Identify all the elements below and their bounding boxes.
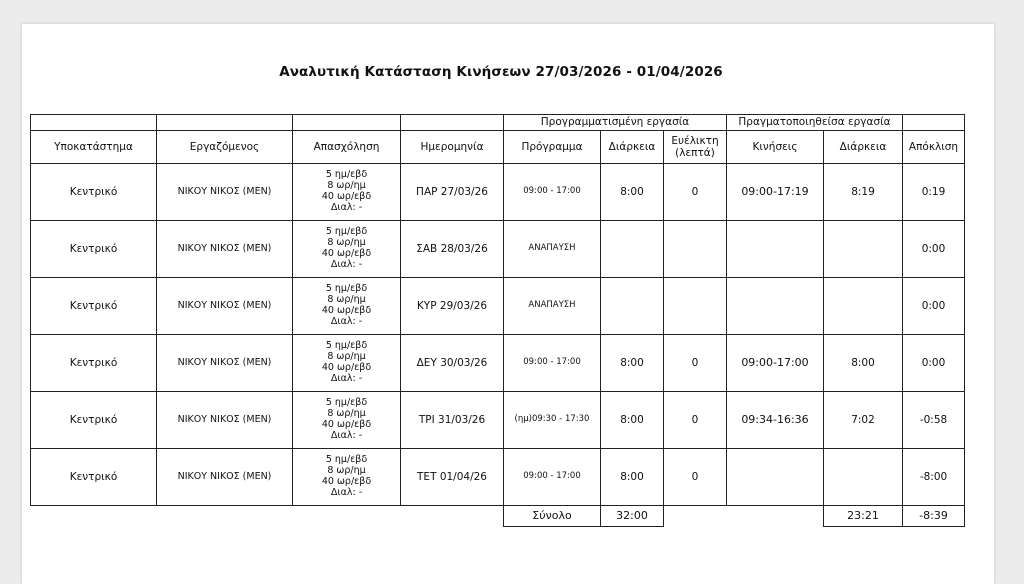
employment-line: 40 ωρ/εβδ xyxy=(321,476,372,487)
employment-line: 5 ημ/εβδ xyxy=(325,169,368,181)
blank-cell xyxy=(401,506,504,527)
flex-cell: 0 xyxy=(664,392,727,449)
deviation-cell: 0:19 xyxy=(903,164,965,221)
employment-line: 5 ημ/εβδ xyxy=(325,283,368,295)
scheduled-duration-cell xyxy=(601,221,664,278)
deviation-cell: -0:58 xyxy=(903,392,965,449)
employment-line: 40 ωρ/εβδ xyxy=(321,191,372,202)
program-cell: ΑΝΑΠΑΥΣΗ xyxy=(504,221,601,278)
date-cell: ΤΕΤ 01/04/26 xyxy=(401,449,504,506)
blank-cell xyxy=(31,506,157,527)
blank-cell xyxy=(31,115,157,131)
branch-cell: Κεντρικό xyxy=(31,221,157,278)
employment-line: Διαλ: - xyxy=(330,372,363,384)
report-title: Αναλυτική Κατάσταση Κινήσεων 27/03/2026 - 01/04/2026 xyxy=(279,64,723,80)
actual-duration-cell xyxy=(824,221,903,278)
table-row xyxy=(31,164,965,221)
program-cell: (ημ)09:30 - 17:30 xyxy=(504,392,601,449)
program-cell: ΑΝΑΠΑΥΣΗ xyxy=(504,278,601,335)
actual-duration-cell: 8:00 xyxy=(824,335,903,392)
employee-cell: ΝΙΚΟΥ ΝΙΚΟΣ (ΜΕΝ) xyxy=(157,278,293,335)
employment-cell xyxy=(293,164,401,221)
deviation-cell: -8:00 xyxy=(903,449,965,506)
header-branch: Υποκατάστημα xyxy=(31,131,157,164)
header-deviation: Απόκλιση xyxy=(903,131,965,164)
table-row xyxy=(31,335,965,392)
movements-cell xyxy=(727,221,824,278)
employment-line: Διαλ: - xyxy=(330,201,363,213)
actual-duration-cell xyxy=(824,449,903,506)
employment-cell xyxy=(293,392,401,449)
actual-work-group: Πραγματοποιηθείσα εργασία xyxy=(727,115,903,131)
report-page xyxy=(22,24,994,584)
movements-cell: 09:00-17:00 xyxy=(727,335,824,392)
employment-line: 40 ωρ/εβδ xyxy=(321,419,372,430)
blank-cell xyxy=(903,115,965,131)
employment-line: 40 ωρ/εβδ xyxy=(321,305,372,316)
movements-cell: 09:00-17:19 xyxy=(727,164,824,221)
employee-cell: ΝΙΚΟΥ ΝΙΚΟΣ (ΜΕΝ) xyxy=(157,392,293,449)
scheduled-duration-cell: 8:00 xyxy=(601,449,664,506)
date-cell: ΠΑΡ 27/03/26 xyxy=(401,164,504,221)
table-row xyxy=(31,392,965,449)
branch-cell: Κεντρικό xyxy=(31,164,157,221)
scheduled-duration-cell: 8:00 xyxy=(601,164,664,221)
program-cell: 09:00 - 17:00 xyxy=(504,164,601,221)
employment-line: 8 ωρ/ημ xyxy=(327,180,366,192)
scheduled-duration-cell: 8:00 xyxy=(601,392,664,449)
employment-cell xyxy=(293,278,401,335)
blank-cell xyxy=(401,115,504,131)
flex-cell: 0 xyxy=(664,164,727,221)
date-cell: ΣΑΒ 28/03/26 xyxy=(401,221,504,278)
deviation-cell: 0:00 xyxy=(903,278,965,335)
employment-line: 8 ωρ/ημ xyxy=(327,465,366,477)
flex-cell xyxy=(664,221,727,278)
employee-cell: ΝΙΚΟΥ ΝΙΚΟΣ (ΜΕΝ) xyxy=(157,164,293,221)
table-row xyxy=(31,278,965,335)
totals-actual: 23:21 xyxy=(824,506,903,527)
header-actual-duration: Διάρκεια xyxy=(824,131,903,164)
branch-cell: Κεντρικό xyxy=(31,392,157,449)
scheduled-duration-cell: 8:00 xyxy=(601,335,664,392)
actual-duration-cell: 7:02 xyxy=(824,392,903,449)
employee-cell: ΝΙΚΟΥ ΝΙΚΟΣ (ΜΕΝ) xyxy=(157,335,293,392)
header-flex-line1: Ευέλικτη xyxy=(671,134,719,147)
employment-line: 5 ημ/εβδ xyxy=(325,397,368,409)
employment-line: 40 ωρ/εβδ xyxy=(321,362,372,373)
table-row xyxy=(31,449,965,506)
scheduled-work-group: Προγραμματισμένη εργασία xyxy=(504,115,727,131)
date-cell: ΚΥΡ 29/03/26 xyxy=(401,278,504,335)
date-cell: ΤΡΙ 31/03/26 xyxy=(401,392,504,449)
flex-cell: 0 xyxy=(664,449,727,506)
blank-cell xyxy=(157,115,293,131)
totals-scheduled: 32:00 xyxy=(601,506,664,527)
header-movements: Κινήσεις xyxy=(727,131,824,164)
program-cell: 09:00 - 17:00 xyxy=(504,335,601,392)
header-scheduled-duration: Διάρκεια xyxy=(601,131,664,164)
totals-row xyxy=(31,506,965,527)
employment-line: Διαλ: - xyxy=(330,258,363,270)
group-header-row xyxy=(31,115,965,131)
employment-line: 5 ημ/εβδ xyxy=(325,226,368,238)
employment-cell xyxy=(293,449,401,506)
employee-cell: ΝΙΚΟΥ ΝΙΚΟΣ (ΜΕΝ) xyxy=(157,449,293,506)
movements-cell: 09:34-16:36 xyxy=(727,392,824,449)
employment-line: 5 ημ/εβδ xyxy=(325,340,368,352)
totals-deviation: -8:39 xyxy=(903,506,965,527)
movements-table xyxy=(30,114,965,527)
date-cell: ΔΕΥ 30/03/26 xyxy=(401,335,504,392)
branch-cell: Κεντρικό xyxy=(31,335,157,392)
header-flex xyxy=(664,131,727,164)
blank-cell xyxy=(664,506,727,527)
employment-line: Διαλ: - xyxy=(330,429,363,441)
employment-line: 8 ωρ/ημ xyxy=(327,237,366,249)
program-cell: 09:00 - 17:00 xyxy=(504,449,601,506)
employment-line: 40 ωρ/εβδ xyxy=(321,248,372,259)
employment-cell xyxy=(293,335,401,392)
column-header-row xyxy=(31,131,965,164)
employment-line: 8 ωρ/ημ xyxy=(327,351,366,363)
movements-cell xyxy=(727,278,824,335)
flex-cell: 0 xyxy=(664,335,727,392)
deviation-cell: 0:00 xyxy=(903,335,965,392)
header-employment: Απασχόληση xyxy=(293,131,401,164)
employment-line: Διαλ: - xyxy=(330,315,363,327)
header-employee: Εργαζόμενος xyxy=(157,131,293,164)
header-program: Πρόγραμμα xyxy=(504,131,601,164)
branch-cell: Κεντρικό xyxy=(31,449,157,506)
employment-line: 5 ημ/εβδ xyxy=(325,454,368,466)
blank-cell xyxy=(727,506,824,527)
employment-line: 8 ωρ/ημ xyxy=(327,294,366,306)
scheduled-duration-cell xyxy=(601,278,664,335)
actual-duration-cell xyxy=(824,278,903,335)
totals-label: Σύνολο xyxy=(504,506,601,527)
employment-cell xyxy=(293,221,401,278)
blank-cell xyxy=(293,506,401,527)
blank-cell xyxy=(293,115,401,131)
flex-cell xyxy=(664,278,727,335)
deviation-cell: 0:00 xyxy=(903,221,965,278)
table-row xyxy=(31,221,965,278)
header-flex-line2: (λεπτά) xyxy=(675,147,715,159)
employment-line: Διαλ: - xyxy=(330,486,363,498)
employee-cell: ΝΙΚΟΥ ΝΙΚΟΣ (ΜΕΝ) xyxy=(157,221,293,278)
header-date: Ημερομηνία xyxy=(401,131,504,164)
employment-line: 8 ωρ/ημ xyxy=(327,408,366,420)
movements-cell xyxy=(727,449,824,506)
blank-cell xyxy=(157,506,293,527)
branch-cell: Κεντρικό xyxy=(31,278,157,335)
actual-duration-cell: 8:19 xyxy=(824,164,903,221)
